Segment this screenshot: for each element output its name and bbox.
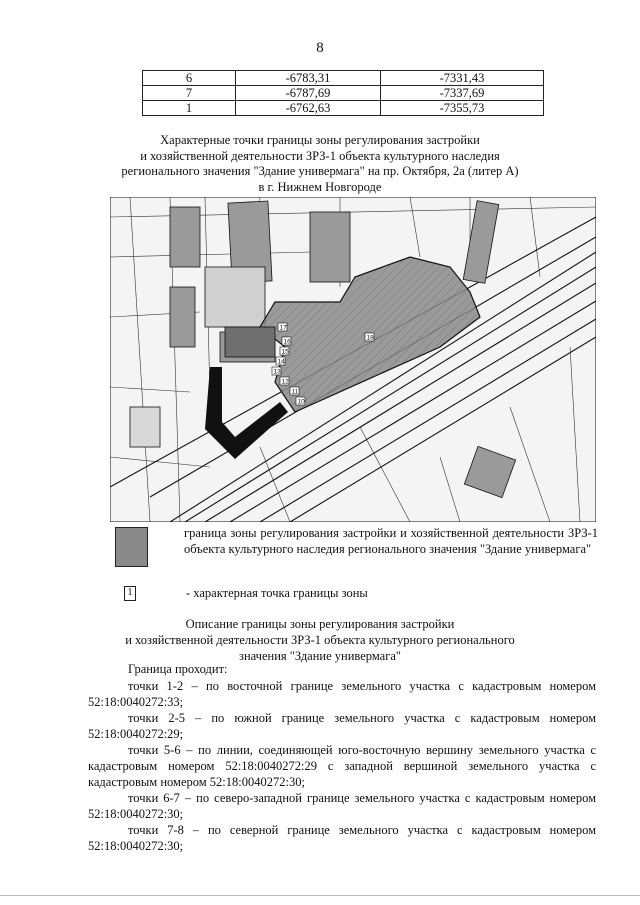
map-title-line: и хозяйственной деятельности ЗРЗ-1 объекта культурного наследия bbox=[140, 148, 500, 163]
zone-point-marker bbox=[272, 367, 281, 376]
zone-point-marker bbox=[296, 397, 305, 406]
description-title-line: Описание границы зоны регулирования застройки bbox=[185, 617, 455, 631]
coordinates-table bbox=[142, 70, 544, 116]
table-cell: 7 bbox=[143, 86, 236, 101]
svg-text:18: 18 bbox=[366, 334, 374, 342]
boundary-lead: Граница проходит: bbox=[128, 662, 228, 676]
zone-point-marker bbox=[276, 357, 285, 366]
table-cell: -6787,69 bbox=[236, 86, 381, 101]
zone-point-marker bbox=[282, 337, 291, 346]
table-cell: 1 bbox=[143, 101, 236, 116]
legend-zone-text: граница зоны регулирования застройки и хозяйственной деятельности ЗРЗ-1 объекта культурного наследия регионального значения "Здание универмага" bbox=[184, 526, 598, 556]
table-cell: -7331,43 bbox=[381, 71, 544, 86]
legend-zone-swatch bbox=[115, 527, 148, 567]
description-title-line: значения "Здание универмага" bbox=[239, 649, 401, 663]
boundary-item: точки 5-6 – по линии, соединяющей юго-восточную вершину земельного участка с кадастровым номером 52:18:0040272:29 с западной вершиной земельного участка с кадастровым номером 52:18:0040272:30; bbox=[88, 743, 596, 789]
table-cell: -7355,73 bbox=[381, 101, 544, 116]
footer-divider bbox=[0, 895, 640, 896]
table-cell: -6762,63 bbox=[236, 101, 381, 116]
boundary-description bbox=[88, 661, 596, 854]
zone-point-marker bbox=[280, 347, 289, 356]
svg-text:14: 14 bbox=[277, 358, 285, 366]
zone-point-marker bbox=[280, 377, 289, 386]
cadastral-map bbox=[110, 197, 596, 522]
svg-text:10: 10 bbox=[297, 398, 305, 406]
svg-text:16: 16 bbox=[283, 338, 291, 346]
legend-point-symbol: 1 bbox=[124, 586, 136, 601]
boundary-item: точки 2-5 – по южной границе земельного участка с кадастровым номером 52:18:0040272:29; bbox=[88, 711, 596, 741]
table-row bbox=[143, 101, 544, 116]
table-row bbox=[143, 86, 544, 101]
map-title-line: Характерные точки границы зоны регулирования застройки bbox=[160, 133, 480, 147]
map-title-line: в г. Нижнем Новгороде bbox=[258, 179, 382, 194]
boundary-item: точки 6-7 – по северо-западной границе земельного участка с кадастровым номером 52:18:0040272:30; bbox=[88, 791, 596, 821]
map-building-dark bbox=[225, 327, 275, 357]
page-number: 8 bbox=[316, 40, 324, 56]
svg-text:13: 13 bbox=[273, 368, 281, 376]
boundary-item: точки 1-2 – по восточной границе земельного участка с кадастровым номером 52:18:0040272:33; bbox=[88, 679, 596, 709]
table-cell: 6 bbox=[143, 71, 236, 86]
svg-text:17: 17 bbox=[279, 324, 287, 332]
boundary-item: точки 7-8 – по северной границе земельного участка с кадастровым номером 52:18:0040272:30; bbox=[88, 823, 596, 853]
table-row bbox=[143, 71, 544, 86]
zone-point-marker bbox=[278, 323, 287, 332]
legend-point-text: - характерная точка границы зоны bbox=[186, 586, 368, 600]
zone-point-marker bbox=[365, 333, 374, 342]
svg-text:12: 12 bbox=[281, 378, 289, 386]
map-title-line: регионального значения "Здание универмага" на пр. Октября, 2а (литер А) bbox=[121, 164, 519, 178]
description-title bbox=[90, 616, 550, 664]
zone-point-marker bbox=[290, 387, 299, 396]
map-title bbox=[90, 133, 550, 195]
table-cell: -6783,31 bbox=[236, 71, 381, 86]
svg-text:11: 11 bbox=[291, 388, 299, 396]
table-cell: -7337,69 bbox=[381, 86, 544, 101]
svg-text:15: 15 bbox=[281, 348, 289, 356]
description-title-line: и хозяйственной деятельности ЗРЗ-1 объекта культурного регионального bbox=[125, 633, 515, 647]
